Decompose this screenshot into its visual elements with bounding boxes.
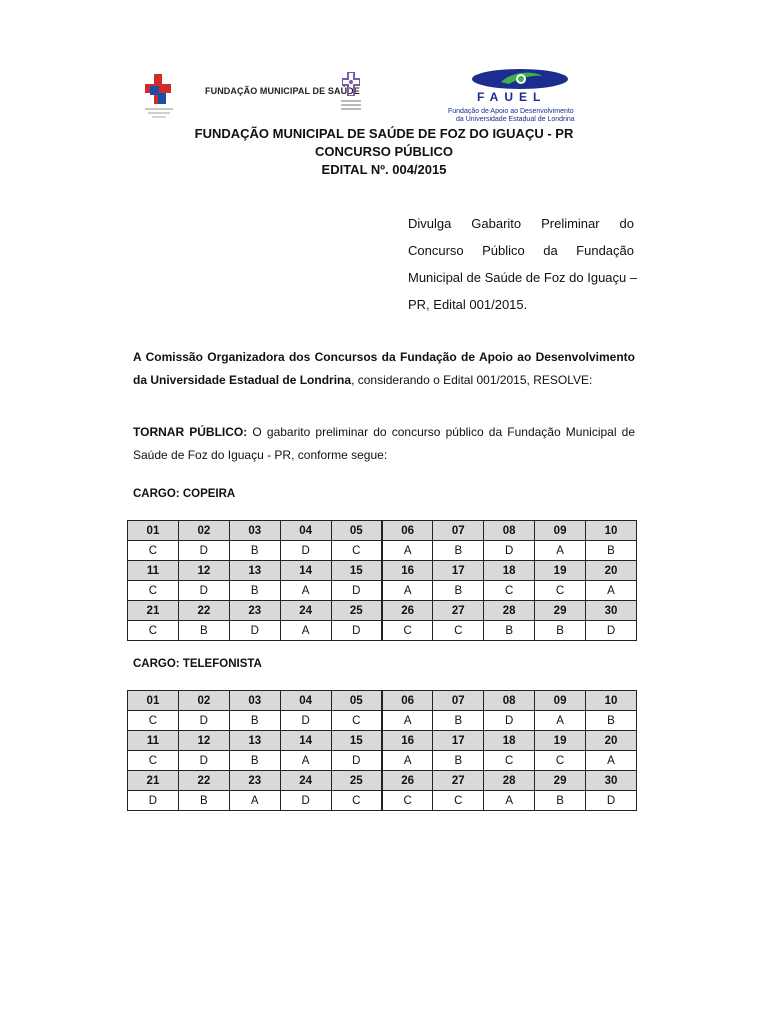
question-number-cell: 13 [229, 561, 280, 581]
answer-cell: C [484, 751, 535, 771]
announcement-paragraph [133, 421, 635, 467]
ementa-line: Concurso Público da Fundação [408, 243, 634, 258]
question-number-cell: 21 [128, 771, 179, 791]
answer-cell: C [128, 751, 179, 771]
question-number-cell: 08 [484, 521, 535, 541]
answer-cell: C [331, 791, 382, 811]
question-number-cell: 19 [535, 731, 586, 751]
fauel-logo [441, 66, 599, 126]
question-number-cell: 09 [535, 521, 586, 541]
question-number-cell: 17 [433, 731, 484, 751]
answer-cell: D [178, 581, 229, 601]
answer-cell: D [229, 621, 280, 641]
answer-cell: B [229, 541, 280, 561]
question-number-cell: 25 [331, 771, 382, 791]
answer-cell: C [331, 711, 382, 731]
question-number-cell: 14 [280, 561, 331, 581]
question-number-row [128, 521, 637, 541]
question-number-row [128, 691, 637, 711]
question-number-cell: 06 [382, 521, 433, 541]
answer-cell: C [433, 621, 484, 641]
question-number-cell: 26 [382, 601, 433, 621]
question-number-cell: 15 [331, 731, 382, 751]
question-number-cell: 28 [484, 771, 535, 791]
question-number-cell: 08 [484, 691, 535, 711]
answer-cell: A [535, 541, 586, 561]
answer-cell: B [178, 621, 229, 641]
question-number-cell: 23 [229, 601, 280, 621]
cargo-title-telefonista: CARGO: TELEFONISTA [133, 658, 262, 670]
answer-cell: C [128, 711, 179, 731]
answer-cell: D [331, 621, 382, 641]
question-number-cell: 22 [178, 771, 229, 791]
question-number-row [128, 601, 637, 621]
answer-key-table-copeira [127, 520, 637, 641]
answer-cell: B [433, 751, 484, 771]
question-number-cell: 18 [484, 731, 535, 751]
ementa-line: PR, Edital 001/2015. [408, 297, 528, 312]
question-number-cell: 30 [586, 601, 637, 621]
answer-cell: C [382, 621, 433, 641]
question-number-cell: 05 [331, 691, 382, 711]
question-number-cell: 27 [433, 601, 484, 621]
question-number-cell: 24 [280, 601, 331, 621]
answer-cell: B [433, 711, 484, 731]
question-number-cell: 22 [178, 601, 229, 621]
answer-cell: C [382, 791, 433, 811]
answer-cell: A [382, 751, 433, 771]
resolution-paragraph-bold: A Comissão Organizadora dos Concursos da Fundação de Apoio ao Desenvolvimento da Universidade Estadual de Londrina [133, 350, 635, 387]
question-number-cell: 25 [331, 601, 382, 621]
answer-row [128, 711, 637, 731]
question-number-cell: 21 [128, 601, 179, 621]
question-number-cell: 10 [586, 691, 637, 711]
answer-cell: D [280, 541, 331, 561]
ementa-block [408, 210, 638, 318]
answer-cell: B [586, 541, 637, 561]
fauel-tagline: da Universidade Estadual de Londrina [456, 116, 575, 123]
answer-cell: B [433, 541, 484, 561]
question-number-cell: 12 [178, 731, 229, 751]
answer-cell: C [535, 751, 586, 771]
answer-cell: A [484, 791, 535, 811]
answer-row [128, 581, 637, 601]
answer-cell: B [535, 621, 586, 641]
question-number-cell: 11 [128, 561, 179, 581]
answer-cell: D [280, 791, 331, 811]
answer-cell: D [280, 711, 331, 731]
resolution-paragraph [133, 346, 635, 392]
answer-cell: D [586, 791, 637, 811]
answer-row [128, 751, 637, 771]
fms-logo-text: FUNDAÇÃO MUNICIPAL DE SAÚDE [205, 86, 360, 96]
question-number-cell: 01 [128, 521, 179, 541]
question-number-cell: 05 [331, 521, 382, 541]
answer-cell: C [484, 581, 535, 601]
question-number-cell: 16 [382, 731, 433, 751]
answer-cell: C [433, 791, 484, 811]
question-number-cell: 07 [433, 691, 484, 711]
question-number-row [128, 771, 637, 791]
answer-cell: C [128, 541, 179, 561]
answer-cell: D [178, 751, 229, 771]
answer-cell: A [382, 581, 433, 601]
question-number-cell: 17 [433, 561, 484, 581]
answer-cell: B [229, 751, 280, 771]
answer-row [128, 541, 637, 561]
question-number-cell: 19 [535, 561, 586, 581]
answer-cell: B [535, 791, 586, 811]
answer-cell: B [178, 791, 229, 811]
answer-cell: A [229, 791, 280, 811]
answer-cell: C [331, 541, 382, 561]
question-number-cell: 11 [128, 731, 179, 751]
answer-cell: B [484, 621, 535, 641]
edital-number: EDITAL Nº. 004/2015 [321, 162, 447, 177]
question-number-cell: 14 [280, 731, 331, 751]
question-number-cell: 02 [178, 521, 229, 541]
answer-cell: D [331, 751, 382, 771]
question-number-cell: 28 [484, 601, 535, 621]
answer-cell: A [586, 581, 637, 601]
answer-cell: C [128, 581, 179, 601]
question-number-cell: 23 [229, 771, 280, 791]
question-number-cell: 29 [535, 771, 586, 791]
answer-cell: D [178, 711, 229, 731]
answer-cell: A [382, 711, 433, 731]
answer-cell: A [280, 621, 331, 641]
question-number-cell: 04 [280, 691, 331, 711]
question-number-cell: 12 [178, 561, 229, 581]
question-number-cell: 06 [382, 691, 433, 711]
question-number-cell: 01 [128, 691, 179, 711]
answer-key-table-telefonista [127, 690, 637, 811]
question-number-cell: 09 [535, 691, 586, 711]
question-number-cell: 18 [484, 561, 535, 581]
answer-cell: D [484, 541, 535, 561]
fms-emblem-logo [338, 72, 364, 116]
answer-cell: D [586, 621, 637, 641]
document-title: FUNDAÇÃO MUNICIPAL DE SAÚDE DE FOZ DO IGUAÇU - PR [194, 126, 574, 141]
resolution-paragraph-text: , considerando o Edital 001/2015, RESOLVE: [351, 373, 593, 387]
cargo-title-copeira: CARGO: COPEIRA [133, 488, 236, 500]
answer-cell: C [535, 581, 586, 601]
answer-cell: C [128, 621, 179, 641]
fms-cross-logo [145, 74, 173, 120]
answer-cell: D [331, 581, 382, 601]
question-number-cell: 20 [586, 731, 637, 751]
question-number-cell: 30 [586, 771, 637, 791]
answer-cell: A [280, 751, 331, 771]
question-number-row [128, 731, 637, 751]
answer-cell: B [586, 711, 637, 731]
question-number-cell: 07 [433, 521, 484, 541]
fauel-tagline: Fundação de Apoio ao Desenvolvimento [448, 108, 574, 115]
question-number-cell: 16 [382, 561, 433, 581]
answer-cell: A [382, 541, 433, 561]
ementa-line: Municipal de Saúde de Foz do Iguaçu – [408, 270, 638, 285]
fauel-wordmark: FAUEL [477, 90, 547, 104]
answer-cell: D [128, 791, 179, 811]
answer-row [128, 791, 637, 811]
question-number-cell: 26 [382, 771, 433, 791]
question-number-cell: 10 [586, 521, 637, 541]
announcement-paragraph-bold: TORNAR PÚBLICO: [133, 425, 248, 439]
document-subtitle: CONCURSO PÚBLICO [315, 144, 453, 159]
question-number-cell: 04 [280, 521, 331, 541]
question-number-cell: 24 [280, 771, 331, 791]
question-number-cell: 29 [535, 601, 586, 621]
answer-cell: B [229, 711, 280, 731]
answer-cell: D [178, 541, 229, 561]
question-number-cell: 15 [331, 561, 382, 581]
question-number-cell: 13 [229, 731, 280, 751]
question-number-cell: 27 [433, 771, 484, 791]
answer-cell: A [586, 751, 637, 771]
answer-cell: B [433, 581, 484, 601]
answer-row [128, 621, 637, 641]
question-number-row [128, 561, 637, 581]
ementa-line: Divulga Gabarito Preliminar do [408, 216, 634, 231]
question-number-cell: 20 [586, 561, 637, 581]
question-number-cell: 03 [229, 521, 280, 541]
answer-cell: D [484, 711, 535, 731]
question-number-cell: 02 [178, 691, 229, 711]
announcement-paragraph-text: O gabarito preliminar do concurso público da Fundação Municipal de Saúde de Foz do Iguaçu - PR, conforme segue: [133, 425, 635, 462]
question-number-cell: 03 [229, 691, 280, 711]
answer-cell: A [280, 581, 331, 601]
answer-cell: B [229, 581, 280, 601]
answer-cell: A [535, 711, 586, 731]
fauel-swoosh-icon [471, 68, 569, 90]
